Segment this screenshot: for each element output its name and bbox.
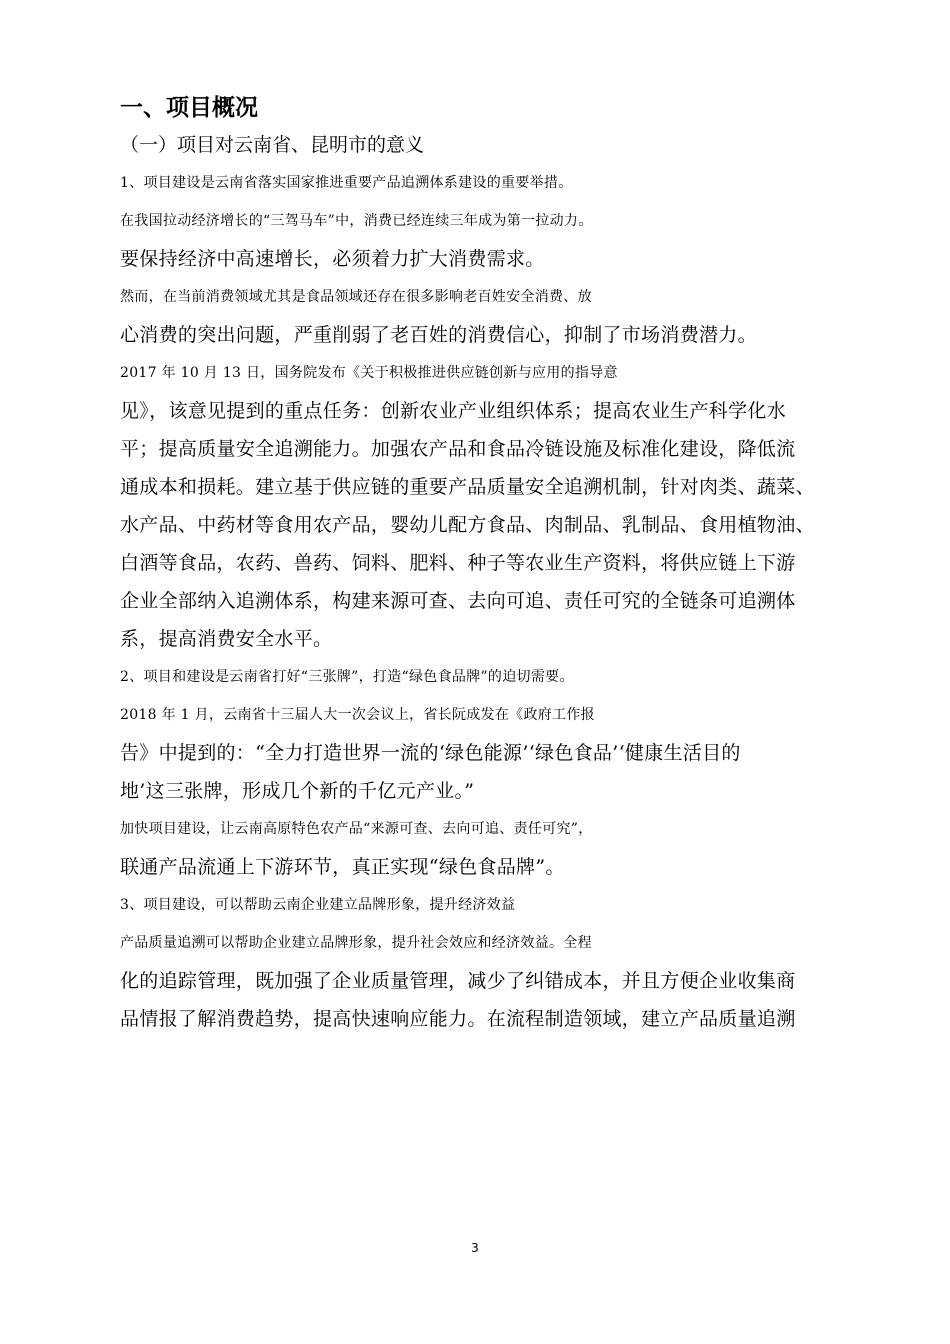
paragraph-line: 水产品、中药材等食用农产品，婴幼儿配方食品、肉制品、乳制品、食用植物油、 [120, 514, 815, 536]
paragraph-line: 联通产品流通上下游环节，真正实现“绿色食品牌”。 [120, 856, 565, 878]
paragraph-line: 平；提高质量安全追溯能力。加强农产品和食品冷链设施及标准化建设，降低流 [120, 438, 796, 460]
paragraph [82, 164, 874, 202]
section-heading: 一、项目概况 [120, 95, 258, 121]
paragraph-line: 2、项目和建设是云南省打好“三张牌”，打造“绿色食品牌”的迫切需要。 [120, 669, 574, 685]
paragraph [82, 278, 874, 354]
paragraph-list [82, 164, 874, 1038]
paragraph-line: 企业全部纳入追溯体系，构建来源可查、去向可追、责任可究的全链条可追溯体 [120, 590, 796, 612]
paragraph-line: 然而，在当前消费领域尤其是食品领域还存在很多影响老百姓安全消费、放 [120, 289, 592, 305]
paragraph-line: 产品质量追溯可以帮助企业建立品牌形象，提升社会效应和经济效益。全程 [120, 935, 592, 951]
paragraph-line: 品情报了解消费趋势，提高快速响应能力。在流程制造领域，建立产品质量追溯 [120, 1008, 796, 1030]
paragraph-line: 告》中提到的：“全力打造世界一流的‘绿色能源’‘绿色食品’‘健康生活目的 [120, 742, 741, 764]
paragraph-line: 加快项目建设，让云南高原特色农产品“来源可查、去向可追、责任可究”， [120, 821, 593, 837]
page-number: 3 [471, 1241, 479, 1255]
paragraph-line: 在我国拉动经济增长的“三驾马车”中，消费已经连续三年成为第一拉动力。 [120, 213, 593, 229]
paragraph-line: 系，提高消费安全水平。 [120, 628, 333, 650]
paragraph [82, 810, 874, 886]
paragraph [82, 924, 874, 1038]
paragraph-line: 心消费的突出问题，严重削弱了老百姓的消费信心，抑制了市场消费潜力。 [120, 324, 757, 346]
paragraph-line: 2017 年 10 月 13 日，国务院发布《关于积极推进供应链创新与应用的指导意 [120, 365, 618, 381]
paragraph-line: 见》，该意见提到的重点任务：创新农业产业组织体系；提高农业生产科学化水 [120, 400, 787, 422]
paragraph-line: 要保持经济中高速增长，必须着力扩大消费需求。 [120, 248, 545, 270]
document-body [82, 90, 874, 1038]
paragraph-line: 1、项目建设是云南省落实国家推进重要产品追溯体系建设的重要举措。 [120, 175, 573, 191]
paragraph-line: 白酒等食品，农药、兽药、饲料、肥料、种子等农业生产资料，将供应链上下游 [120, 552, 796, 574]
paragraph-line: 3、项目建设，可以帮助云南企业建立品牌形象，提升经济效益 [120, 897, 516, 913]
paragraph-line: 通成本和损耗。建立基于供应链的重要产品质量安全追溯机制，针对肉类、蔬菜、 [120, 476, 815, 498]
paragraph [82, 354, 874, 658]
paragraph [82, 886, 874, 924]
paragraph [82, 658, 874, 696]
subsection-heading: （一）项目对云南省、昆明市的意义 [120, 134, 425, 156]
paragraph-line: 2018 年 1 月，云南省十三届人大一次会议上，省长阮成发在《政府工作报 [120, 707, 595, 723]
paragraph [82, 696, 874, 810]
paragraph-line: 化的追踪管理，既加强了企业质量管理，减少了纠错成本，并且方便企业收集商 [120, 970, 796, 992]
paragraph-line: 地’这三张牌，形成几个新的千亿元产业。” [120, 780, 475, 802]
paragraph [82, 202, 874, 278]
